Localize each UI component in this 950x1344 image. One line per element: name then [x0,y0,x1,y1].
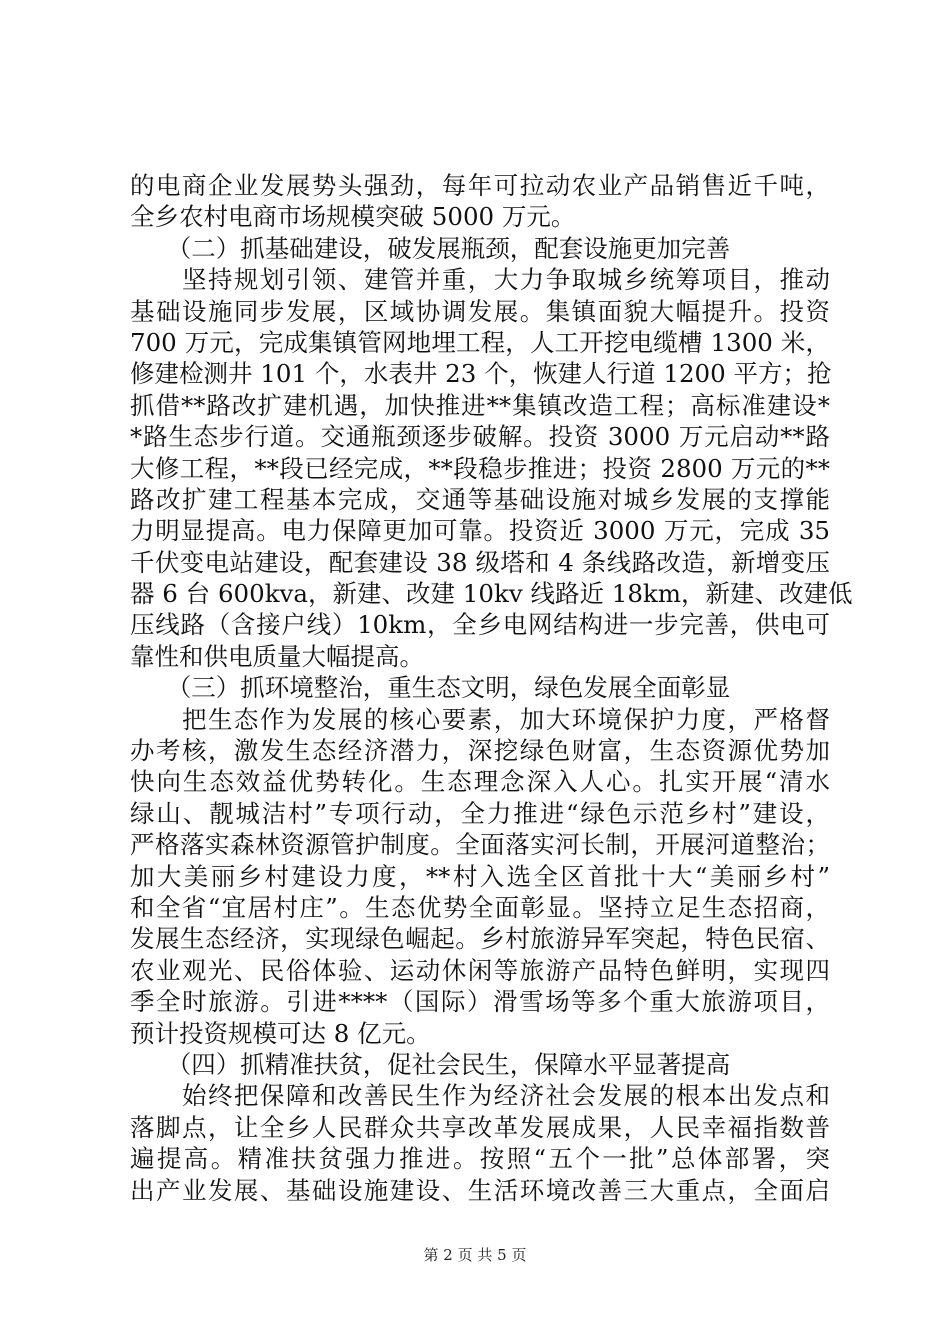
text-line: 力明显提高。电力保障更加可靠。投资近 3000 万元，完成 35 [130,516,830,546]
text-line: 压线路（含接户线）10km，全乡电网结构进一步完善，供电可 [130,610,830,640]
text-line: 加大美丽乡村建设力度，**村入选全区首批十大“美丽乡村” [130,861,830,891]
text-line: *路生态步行道。交通瓶颈逐步破解。投资 3000 万元启动**路 [130,422,830,452]
text-line: 和全省“宜居村庄”。生态优势全面彰显。坚持立足生态招商， [130,892,830,922]
text-line: 基础设施同步发展，区域协调发展。集镇面貌大幅提升。投资 [130,296,830,326]
text-line: 绿山、靓城洁村”专项行动，全力推进“绿色示范乡村”建设， [130,798,830,828]
text-line: 落脚点，让全乡人民群众共享改革发展成果，人民幸福指数普 [130,1112,830,1142]
document-body [130,170,853,1206]
text-line: 严格落实森林资源管护制度。全面落实河长制，开展河道整治； [130,830,830,860]
text-line: 抓借**路改扩建机遇，加快推进**集镇改造工程；高标准建设* [130,390,830,420]
text-line: 靠性和供电质量大幅提高。 [130,641,424,671]
text-line: 遍提高。精准扶贫强力推进。按照“五个一批”总体部署，突 [130,1144,830,1174]
text-line: 700 万元，完成集镇管网地埋工程，人工开挖电缆槽 1300 米， [130,327,830,357]
text-line: 坚持规划引领、建管并重，大力争取城乡统筹项目，推动 [130,265,830,295]
text-line: 器 6 台 600kva，新建、改建 10kv 线路近 18km，新建、改建低 [130,579,853,609]
text-line: 路改扩建工程基本完成，交通等基础设施对城乡发展的支撑能 [130,484,830,514]
text-line: 办考核，激发生态经济潜力，深挖绿色财富，生态资源优势加 [130,736,830,766]
section-heading: （三）抓环境整治，重生态文明，绿色发展全面彰显 [130,673,731,703]
text-line: 出产业发展、基础设施建设、生活环境改善三大重点，全面启 [130,1175,830,1205]
text-line: 发展生态经济，实现绿色崛起。乡村旅游异军突起，特色民宿、 [130,924,830,954]
page-number-label: 第 2 页 共 5 页 [423,1246,527,1264]
text-line: 修建检测井 101 个，水表井 23 个，恢建人行道 1200 平方；抢 [130,359,832,389]
text-line: 季全时旅游。引进****（国际）滑雪场等多个重大旅游项目， [130,987,830,1017]
text-line: 的电商企业发展势头强劲，每年可拉动农业产品销售近千吨， [130,171,830,200]
page-footer [0,1244,950,1265]
section-heading: （四）抓精准扶贫，促社会民生，保障水平显著提高 [130,1049,731,1079]
text-line: 大修工程，**段已经完成，**段稳步推进；投资 2800 万元的** [130,453,830,483]
text-line: 千伏变电站建设，配套建设 38 级塔和 4 条线路改造，新增变压 [130,547,830,577]
text-line: 农业观光、民俗体验、运动休闲等旅游产品特色鲜明，实现四 [130,955,830,985]
text-line: 预计投资规模可达 8 亿元。 [130,1018,431,1048]
section-heading: （二）抓基础建设，破发展瓶颈，配套设施更加完善 [130,233,731,263]
text-line: 快向生态效益优势转化。生态理念深入人心。扎实开展“清水 [130,767,830,797]
text-line: 始终把保障和改善民生作为经济社会发展的根本出发点和 [130,1081,830,1111]
text-line: 全乡农村电商市场规模突破 5000 万元。 [130,202,576,232]
text-line: 把生态作为发展的核心要素，加大环境保护力度，严格督 [130,704,830,734]
